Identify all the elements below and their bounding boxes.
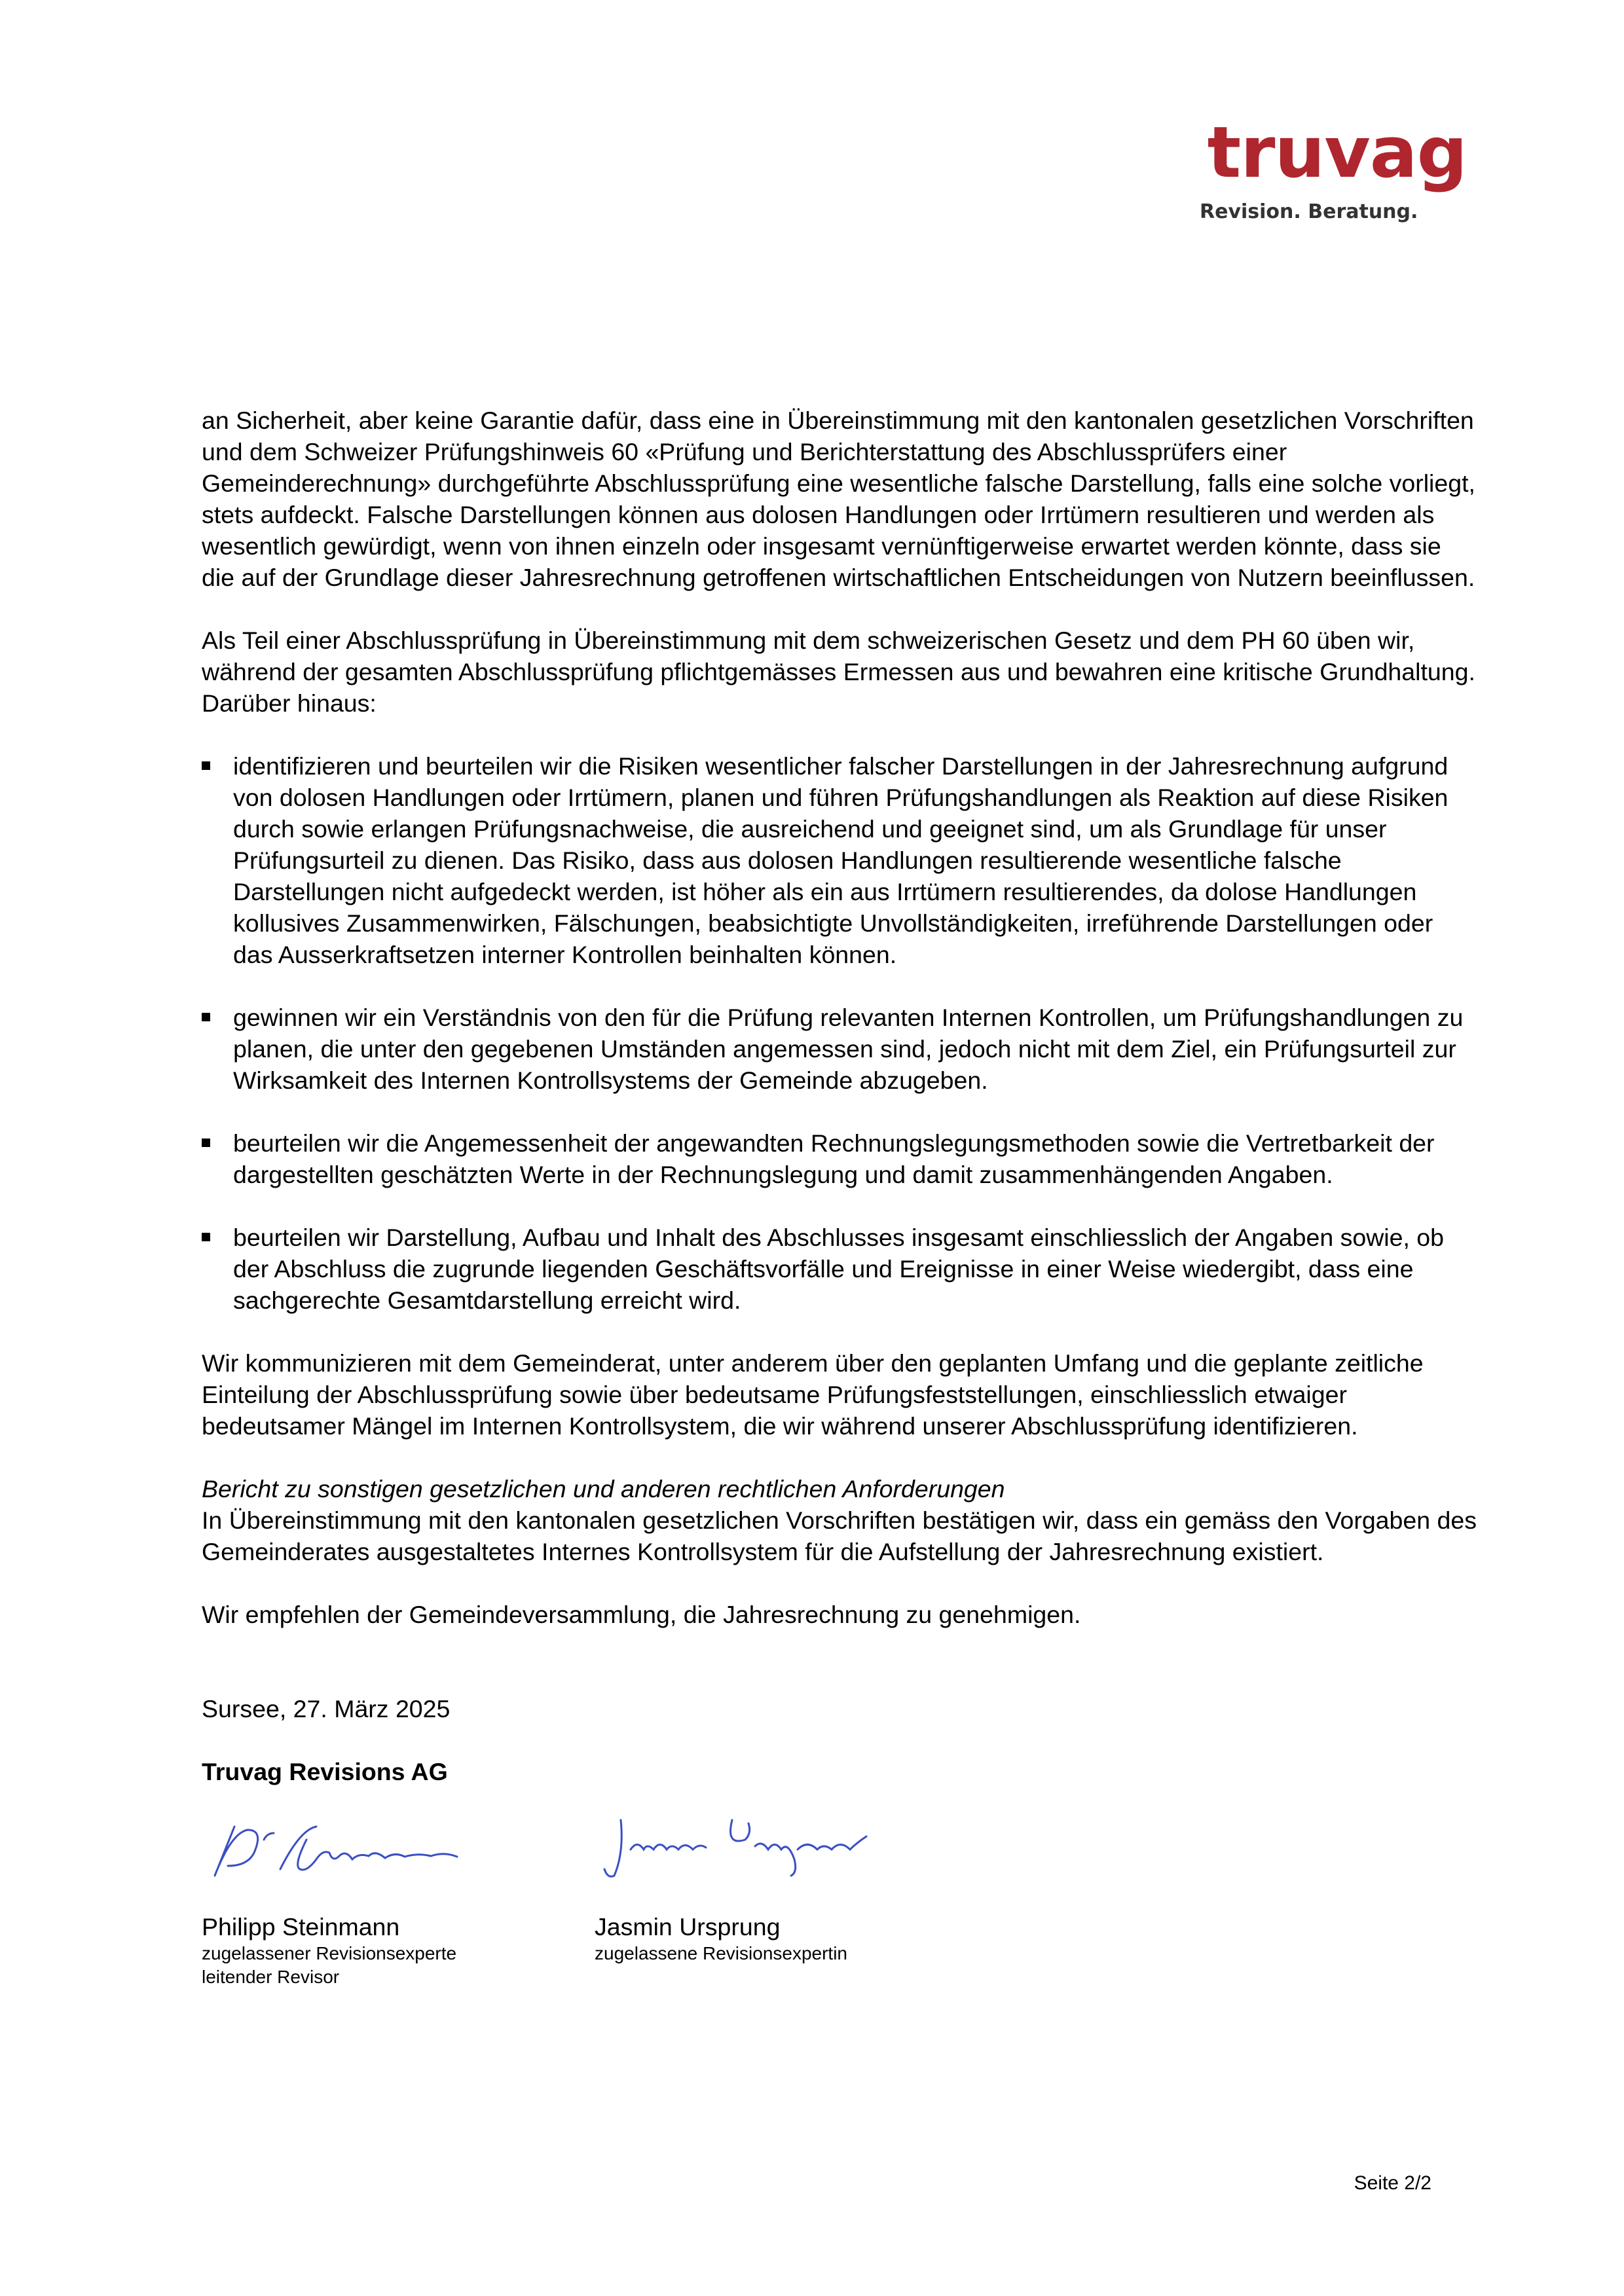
paragraph-audit-part: Als Teil einer Abschlussprüfung in Übereinstimmung mit dem schweizerischen Gesetz und dem PH 60 üben wir, während der gesamten Abschlussprüfung pflichtgemässes Ermessen aus und bewahren eine kritische Grundhaltung. Darüber hinaus:	[202, 627, 1475, 717]
bullet-item: beurteilen wir Darstellung, Aufbau und Inhalt des Abschlusses insgesamt einschliesslich der Angaben sowie, ob der Abschluss die zugrunde liegenden Geschäftsvorfälle und Ereignisse in einer Weise wiedergibt, dass eine sachgerechte Gesamtdarstellung erreicht wird.	[202, 1222, 1479, 1316]
paragraph-assurance: an Sicherheit, aber keine Garantie dafür, dass eine in Übereinstimmung mit den kantonalen gesetzlichen Vorschriften und dem Schweizer Prüfungshinweis 60 «Prüfung und Berichterstattung des Abschlussprüfers einer Gemeinderechnung» durchgeführte Abschlussprüfung eine wesentliche falsche Darstellung, falls eine solche vorliegt, stets aufdeckt. Falsche Darstellungen können aus dolosen Handlungen oder Irrtümern resultieren und werden als wesentlich gewürdigt, wenn von ihnen einzeln oder insgesamt vernünftigerweise erwartet werden könnte, dass sie die auf der Grundlage dieser Jahresrechnung getroffenen wirtschaftlichen Entscheidungen von Nutzern beeinflussen.	[202, 407, 1475, 591]
bullet-item: gewinnen wir ein Verständnis von den für die Prüfung relevanten Internen Kontrollen, um Prüfungshandlungen zu planen, die unter den gegebenen Umständen angemessen sind, jedoch nicht mit dem Ziel, ein Prüfungsurteil zur Wirksamkeit des Internen Kontrollsystems der Gemeinde abzugeben.	[202, 1002, 1479, 1096]
signatory-role: zugelassene Revisionsexpertin	[595, 1943, 847, 1963]
page-number: Seite 2/2	[1354, 2172, 1431, 2194]
other-report-heading: Bericht zu sonstigen gesetzlichen und anderen rechtlichen Anforderungen	[202, 1475, 1005, 1503]
signatory-role: zugelassener Revisionsexperte	[202, 1943, 457, 1963]
signatory-ursprung	[595, 1813, 1001, 1965]
bullet-square-icon	[202, 761, 210, 770]
bullet-square-icon	[202, 1233, 210, 1241]
other-report-section	[202, 1473, 1479, 1567]
signatory-name: Philipp Steinmann	[202, 1913, 400, 1941]
signatory-name: Jasmin Ursprung	[595, 1913, 781, 1941]
bullet-list	[202, 750, 1479, 1316]
bullet-square-icon	[202, 1013, 210, 1021]
signature-ursprung	[595, 1813, 883, 1886]
place-date: Sursee, 27. März 2025	[202, 1695, 451, 1722]
signatory-role: leitender Revisor	[202, 1967, 340, 1987]
paragraph-communication: Wir kommunizieren mit dem Gemeinderat, unter anderem über den geplanten Umfang und die geplante zeitliche Einteilung der Abschlussprüfung sowie über bedeutsame Prüfungsfeststellungen, einschliesslich etwaiger bedeutsamer Mängel im Internen Kontrollsystem, die wir während unserer Abschlussprüfung identifizieren.	[202, 1349, 1424, 1440]
document-body	[202, 405, 1479, 2030]
recommendation: Wir empfehlen der Gemeindeversammlung, die Jahresrechnung zu genehmigen.	[202, 1601, 1081, 1628]
bullet-item: identifizieren und beurteilen wir die Risiken wesentlicher falscher Darstellungen in der Jahresrechnung aufgrund von dolosen Handlungen oder Irrtümern, planen und führen Prüfungshandlungen als Reaktion auf diese Risiken durch sowie erlangen Prüfungsnachweise, die ausreichend und geeignet sind, um als Grundlage für unser Prüfungsurteil zu dienen. Das Risiko, dass aus dolosen Handlungen resultierende wesentliche falsche Darstellungen nicht aufgedeckt werden, ist höher als ein aus Irrtümern resultierendes, da dolose Handlungen kollusives Zusammenwirken, Fälschungen, beabsichtigte Unvollständigkeiten, irreführende Darstellungen oder das Ausserkraftsetzen interner Kontrollen beinhalten können.	[202, 750, 1479, 970]
signature-block	[202, 1813, 1479, 2030]
company-logo	[1192, 112, 1467, 223]
signature-steinmann	[202, 1813, 477, 1886]
bullet-square-icon	[202, 1139, 210, 1147]
company-name: Truvag Revisions AG	[202, 1758, 448, 1785]
logo-tagline: Revision. Beratung.	[1200, 200, 1418, 223]
signatory-steinmann	[202, 1813, 608, 1989]
bullet-item: beurteilen wir die Angemessenheit der angewandten Rechnungslegungsmethoden sowie die Vertretbarkeit der dargestellten geschätzten Werte in der Rechnungslegung und damit zusammenhängenden Angaben.	[202, 1127, 1479, 1190]
logo-wordmark: truvag	[1207, 112, 1467, 194]
other-report-text: In Übereinstimmung mit den kantonalen gesetzlichen Vorschriften bestätigen wir, dass ein gemäss den Vorgaben des Gemeinderates ausgestaltetes Internes Kontrollsystem für die Aufstellung der Jahresrechnung existiert.	[202, 1506, 1477, 1565]
